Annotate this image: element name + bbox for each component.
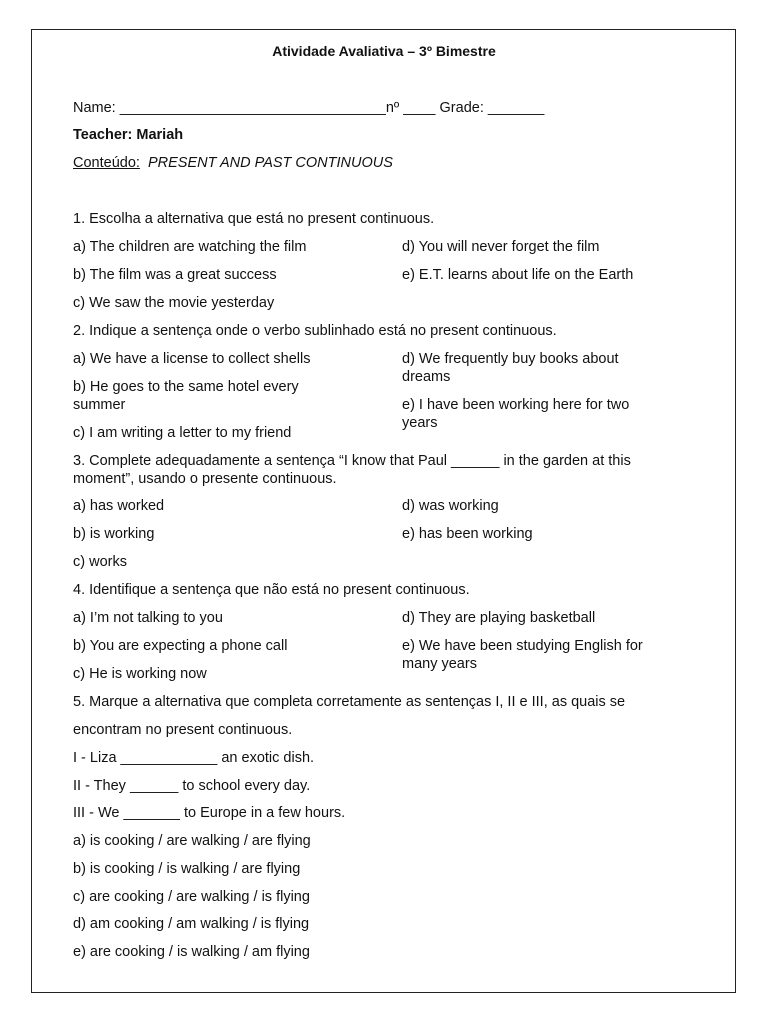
q1-option-b: b) The film was a great success	[73, 267, 277, 283]
q3-option-e: e) has been working	[402, 526, 533, 542]
content-label: Conteúdo:	[73, 155, 140, 171]
q5-option-a: a) is cooking / are walking / are flying	[73, 833, 311, 849]
q3-prompt: 3. Complete adequadamente a sentença “I know that Paul ______ in the garden at this moment”, usando o presente continuous.	[73, 453, 631, 487]
name-line: Name: _________________________________nº ____ Grade: _______	[73, 100, 545, 116]
content-value: PRESENT AND PAST CONTINUOUS	[147, 155, 393, 171]
q4-option-e: e) We have been studying English for many years	[402, 638, 643, 672]
q2-option-d: d) We frequently buy books about dreams	[402, 351, 619, 385]
q2-option-e: e) I have been working here for two years	[402, 397, 630, 431]
q2-option-c: c) I am writing a letter to my friend	[73, 425, 292, 441]
q3-option-c: c) works	[73, 554, 127, 570]
q1-option-c: c) We saw the movie yesterday	[73, 295, 275, 311]
q4-option-d: d) They are playing basketball	[402, 610, 596, 626]
q5-prompt-line1: 5. Marque a alternativa que completa corretamente as sentenças I, II e III, as quais se	[73, 694, 626, 710]
q3-option-b: b) is working	[73, 526, 155, 542]
q2-option-b: b) He goes to the same hotel every summer	[73, 379, 299, 413]
q5-option-c: c) are cooking / are walking / is flying	[73, 889, 310, 905]
q4-option-a: a) I’m not talking to you	[73, 610, 223, 626]
q5-sentence-3: III - We _______ to Europe in a few hours.	[73, 805, 346, 821]
q3-option-a: a) has worked	[73, 498, 165, 514]
q5-sentence-2: II - They ______ to school every day.	[73, 778, 311, 794]
q2-option-a: a) We have a license to collect shells	[73, 351, 311, 367]
q4-prompt: 4. Identifique a sentença que não está no present continuous.	[73, 582, 470, 598]
q4-option-b: b) You are expecting a phone call	[73, 638, 288, 654]
q5-option-d: d) am cooking / am walking / is flying	[73, 916, 310, 932]
q1-prompt: 1. Escolha a alternativa que está no present continuous.	[73, 211, 435, 227]
page-title: Atividade Avaliativa – 3º Bimestre	[272, 43, 496, 59]
q3-option-d: d) was working	[402, 498, 499, 514]
q2-prompt: 2. Indique a sentença onde o verbo sublinhado está no present continuous.	[73, 323, 557, 339]
q5-prompt-line2: encontram no present continuous.	[73, 722, 293, 738]
q5-option-e: e) are cooking / is walking / am flying	[73, 944, 310, 960]
content-line	[73, 154, 393, 172]
q5-option-b: b) is cooking / is walking / are flying	[73, 861, 301, 877]
q4-option-c: c) He is working now	[73, 666, 207, 682]
q5-sentence-1: I - Liza ____________ an exotic dish.	[73, 750, 315, 766]
q1-option-e: e) E.T. learns about life on the Earth	[402, 267, 634, 283]
q1-option-a: a) The children are watching the film	[73, 239, 307, 255]
q1-option-d: d) You will never forget the film	[402, 239, 600, 255]
teacher-line: Teacher: Mariah	[73, 127, 184, 143]
